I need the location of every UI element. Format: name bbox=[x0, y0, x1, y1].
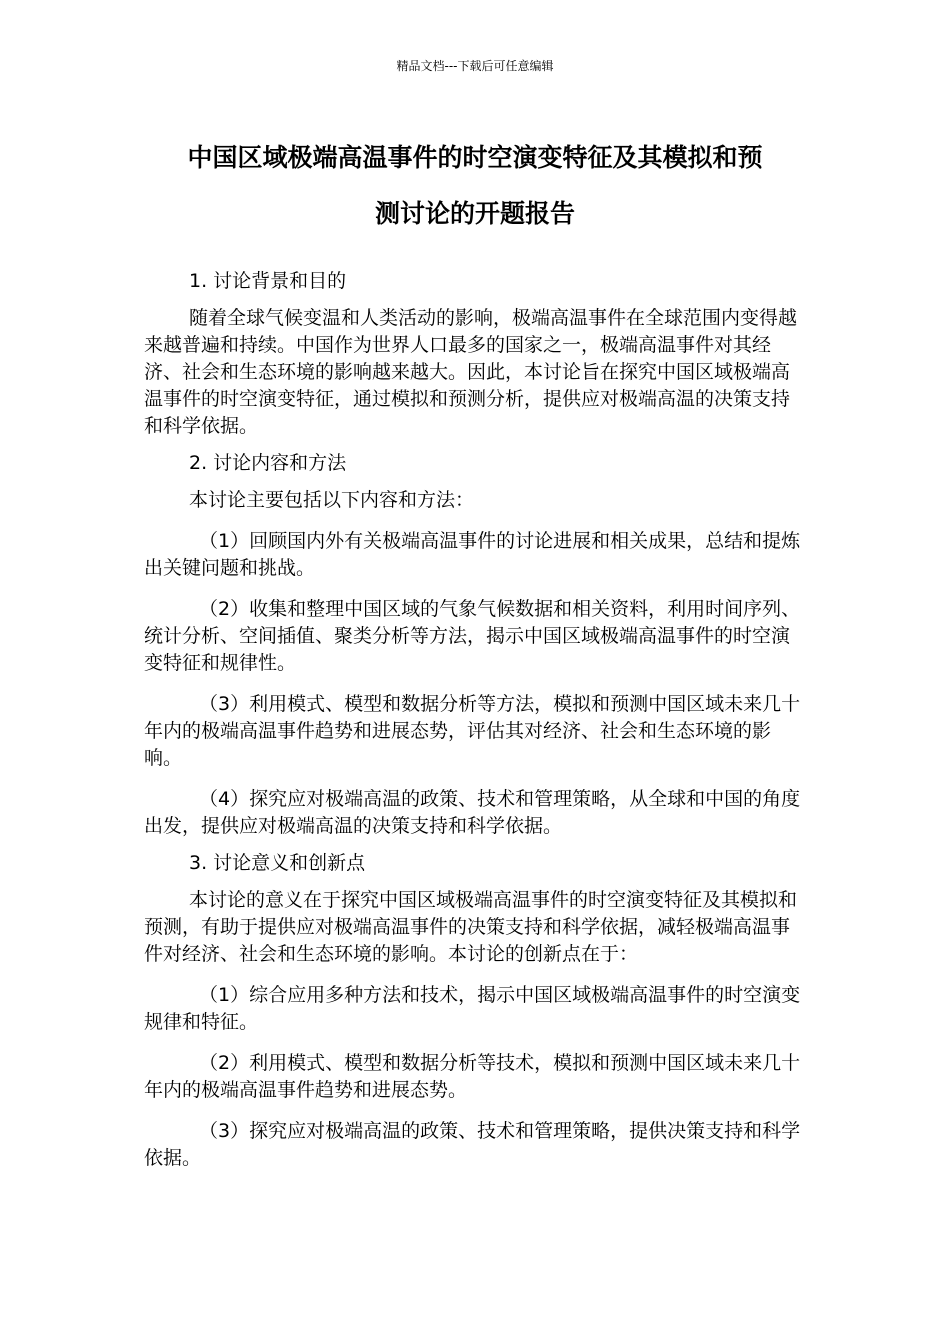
page-header: 精品文档---下载后可任意编辑 bbox=[396, 59, 554, 73]
section-3-item: （1）综合应用多种方法和技术，揭示中国区域极端高温事件的时空演变规律和特征。 bbox=[144, 984, 801, 1033]
section-3-paragraph: 本讨论的意义在于探究中国区域极端高温事件的时空演变特征及其模拟和预测，有助于提供应对极端高温事件的决策支持和科学依据，减轻极端高温事件对经济、社会和生态环境的影响。本讨论的创新点在于： bbox=[144, 889, 798, 965]
section-2-item: （3）利用模式、模型和数据分析等方法，模拟和预测中国区域未来几十年内的极端高温事件趋势和进展态势，评估其对经济、社会和生态环境的影响。 bbox=[144, 693, 801, 769]
section-3-heading: 3. 讨论意义和创新点 bbox=[189, 852, 366, 874]
section-2-item: （4）探究应对极端高温的政策、技术和管理策略，从全球和中国的角度出发，提供应对极端高温的决策支持和科学依据。 bbox=[144, 788, 801, 837]
document-title bbox=[145, 130, 805, 242]
section-2-heading: 2. 讨论内容和方法 bbox=[189, 452, 347, 474]
title-line-1: 中国区域极端高温事件的时空演变特征及其模拟和预 bbox=[187, 143, 763, 172]
section-2-item: （2）收集和整理中国区域的气象气候数据和相关资料，利用时间序列、统计分析、空间插值、聚类分析等方法，揭示中国区域极端高温事件的时空演变特征和规律性。 bbox=[144, 598, 801, 674]
title-line-2: 测讨论的开题报告 bbox=[374, 199, 575, 228]
document-body bbox=[144, 268, 806, 1172]
section-1-heading: 1. 讨论背景和目的 bbox=[189, 270, 347, 292]
section-1-paragraph: 随着全球气候变温和人类活动的影响，极端高温事件在全球范围内变得越来越普遍和持续。中国作为世界人口最多的国家之一，极端高温事件对其经济、社会和生态环境的影响越来越大。因此，本讨论旨在探究中国区域极端高温事件的时空演变特征，通过模拟和预测分析，提供应对极端高温的决策支持和科学依据。 bbox=[144, 307, 798, 437]
section-2-item: （1）回顾国内外有关极端高温事件的讨论进展和相关成果，总结和提炼出关键问题和挑战。 bbox=[144, 530, 801, 579]
section-3-item: （3）探究应对极端高温的政策、技术和管理策略，提供决策支持和科学依据。 bbox=[144, 1120, 801, 1169]
section-3-item: （2）利用模式、模型和数据分析等技术，模拟和预测中国区域未来几十年内的极端高温事件趋势和进展态势。 bbox=[144, 1052, 801, 1101]
section-2-intro: 本讨论主要包括以下内容和方法： bbox=[189, 489, 475, 511]
